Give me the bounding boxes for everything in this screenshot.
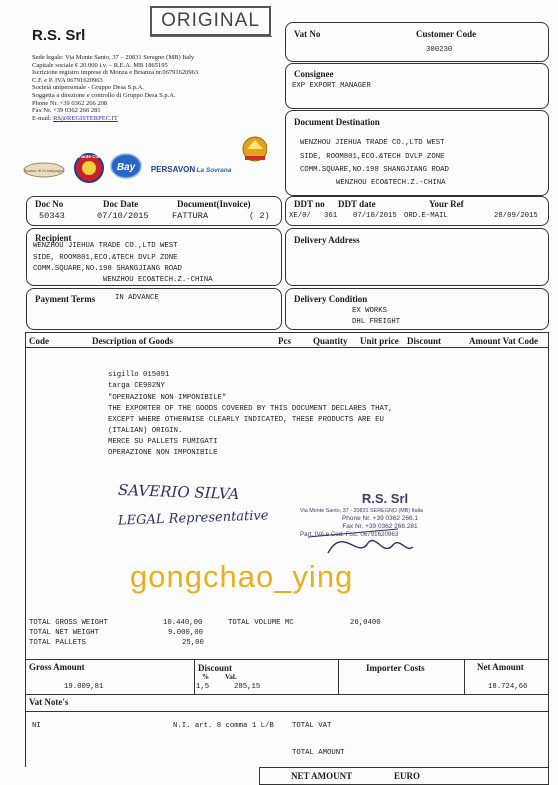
brand-logos [22, 132, 267, 192]
col-quantity: Quantity [313, 336, 348, 346]
destination-line: WENZHOU JIEHUA TRADE CO.,LTD WEST [300, 139, 445, 147]
doc-no-label: Doc No [35, 199, 64, 209]
delivery-condition-label: Delivery Condition [294, 294, 368, 304]
recipient-line: WENZHOU ECO&TECH.Z.-CHINA [103, 276, 213, 284]
company-line: C.F. e P. IVA 06791620963 [32, 76, 103, 84]
handwritten-name: SAVERIO SILVA [117, 480, 240, 504]
net-amount-footer [259, 767, 549, 785]
summary-row [25, 659, 549, 695]
doc-date-value: 07/10/2015 [97, 211, 149, 221]
consignee-value: EXP EXPORT MANAGER [292, 82, 371, 90]
doc-info-box [26, 196, 282, 226]
net-weight-label: TOTAL NET WEIGHT [29, 629, 100, 637]
watermark-text: gongchao_ying [130, 559, 354, 594]
your-ref-date: 28/09/2015 [494, 212, 538, 220]
goods-line: EXCEPT WHERE OTHERWISE CLEARLY INDICATED, THESE PRODUCTS ARE EU [108, 416, 384, 424]
svg-text:Spuma di Sciampagna: Spuma di Sciampagna [23, 168, 65, 173]
discount-val-label: Val. [225, 673, 237, 681]
delivery-address-box [285, 228, 549, 286]
vat-notes-header [26, 693, 548, 712]
vat-note-text: N.I. art. 8 comma 1 L/B [173, 722, 274, 730]
company-line: Iscrizione registro imprese di Monza e Brianza nr.06791620963 [32, 69, 199, 77]
destination-line: WENZHOU ECO&TECH.Z.-CHINA [336, 179, 446, 187]
recipient-line: WENZHOU JIEHUA TRADE CO.,LTD WEST [33, 242, 178, 250]
ddt-date-label: DDT date [338, 199, 376, 209]
email-label: E-mail: [32, 114, 52, 122]
discount-pct-label: % [202, 673, 209, 681]
stamp-line: Via Monte Santo, 37 - 20831 SEREGNO (MB) Italia [300, 508, 424, 514]
total-amount-label: TOTAL AMOUNT [292, 749, 345, 757]
gross-amount-value: 19.009,81 [64, 683, 104, 691]
your-ref-value: ORD.E-MAIL [404, 212, 448, 220]
ddt-no-value: XE/0/ 361 [289, 212, 338, 220]
payment-terms-box [26, 288, 282, 330]
ddt-info-box [285, 196, 549, 226]
company-line: Società unipersonale - Gruppo Desa S.p.A. [32, 84, 144, 92]
goods-line: THE EXPORTER OF THE GOODS COVERED BY THIS DOCUMENT DECLARES THAT, [108, 405, 393, 413]
summary-divider [338, 660, 339, 694]
company-line: Fax Nr. +39 0362 266 281 [32, 107, 101, 115]
volume-value: 26,0400 [350, 619, 381, 627]
brand-logo-persavon [151, 165, 196, 174]
vat-notes-label: Vat Note's [29, 697, 69, 707]
recipient-line: SIDE, ROOM801,ECO.&TECH DVLP ZONE [33, 254, 178, 262]
discount-label: Discount [198, 663, 233, 673]
recipient-label: Recipient [35, 233, 72, 243]
crest-logo [243, 137, 267, 161]
delivery-condition-line: DHL FREIGHT [352, 318, 401, 326]
document-type-label: Document(Invoice) [177, 199, 251, 209]
net-amount-value: 18.724,66 [488, 683, 528, 691]
stamp-line: Fax Nr. +39 0362 266.281 [342, 523, 418, 530]
pallets-label: TOTAL PALLETS [29, 639, 86, 647]
brand-logo-spuma [24, 163, 64, 177]
col-unit-price: Unit price [360, 336, 399, 346]
svg-text:PERSAVON: PERSAVON [150, 165, 196, 174]
payment-terms-label: Payment Terms [35, 294, 96, 304]
vat-no-label: Vat No [294, 29, 321, 39]
vat-note-code: NI [32, 722, 41, 730]
col-description: Description of Goods [92, 336, 173, 346]
importer-costs-label: Importer Costs [366, 663, 425, 673]
document-type-value: FATTURA [172, 211, 209, 221]
goods-line: targa CE902NY [108, 382, 165, 390]
brand-logo-bay [111, 154, 141, 178]
col-pcs: Pcs [278, 336, 291, 346]
recipient-box [26, 228, 282, 286]
document-destination-box [285, 110, 549, 196]
goods-table [25, 332, 549, 660]
document-copy-value: ( 2) [249, 211, 270, 221]
volume-label: TOTAL VOLUME MC [228, 619, 294, 627]
destination-line: COMM.SQUARE,NO.198 SHANGJIANG ROAD [300, 166, 449, 174]
handwritten-title: LEGAL Representative [117, 508, 269, 529]
recipient-line: COMM.SQUARE,NO.198 SHANGJIANG ROAD [33, 265, 182, 273]
goods-line: (ITALIAN) ORIGIN. [108, 427, 183, 435]
consignee-box [285, 63, 549, 109]
signature-scribble [288, 515, 418, 565]
company-line: Capitale sociale € 20.000 i.v. – R.E.A. MB 1865195 [32, 61, 168, 69]
svg-text:Chante Clair: Chante Clair [75, 154, 103, 159]
company-line: Soggetta a direzione e controllo di Gruppo Desa S.p.A. [32, 91, 176, 99]
col-amount-vat: Amount Vat Code [469, 336, 539, 346]
ddt-no-label: DDT no [294, 199, 325, 209]
stamp-line: Phone Nr. +39 0362 266.1 [341, 515, 419, 522]
brand-logo-chante-clair [75, 154, 103, 182]
summary-divider [194, 660, 195, 694]
destination-line: SIDE, ROOM801,ECO.&TECH DVLP ZONE [300, 153, 445, 161]
summary-divider [464, 660, 465, 694]
total-vat-label: TOTAL VAT [292, 722, 332, 730]
stamp-line: Part. IVA e Cod. Fisc. 06791620963 [300, 531, 399, 538]
goods-line: OPERAZIONE NON IMPONIBILE [108, 449, 218, 457]
brand-logo-strip [22, 132, 267, 192]
vat-customer-box [285, 22, 549, 62]
original-stamp: ORIGINAL [150, 6, 271, 36]
pallets-value: 25,00 [182, 639, 204, 647]
brand-logo-la-sovrana [196, 167, 231, 174]
goods-line: sigillo 015091 [108, 371, 170, 379]
doc-date-label: Doc Date [103, 199, 139, 209]
doc-no-value: 50343 [39, 211, 65, 221]
customer-code-value: 300230 [426, 46, 453, 54]
company-email [32, 115, 272, 123]
gross-weight-value: 10.440,00 [163, 619, 203, 627]
discount-val-value: 285,15 [234, 683, 261, 691]
document-destination-label: Document Destination [294, 117, 380, 127]
footer-net-amount-label: NET AMOUNT [291, 771, 353, 781]
svg-text:La Sovrana: La Sovrana [196, 167, 232, 174]
payment-terms-value: IN ADVANCE [115, 294, 159, 302]
delivery-condition-box [285, 288, 549, 330]
customer-code-label: Customer Code [416, 29, 477, 39]
col-code: Code [29, 336, 49, 346]
goods-line: "OPERAZIONE NON IMPONIBILE" [108, 394, 227, 402]
gross-amount-label: Gross Amount [29, 662, 85, 672]
company-line: Sede legale: Via Monte Santo, 37 – 20831 Seregno (MB) Italy [32, 54, 195, 61]
company-line: Phone Nr. +39 0362 266 208 [32, 99, 108, 107]
company-name: R.S. Srl [32, 27, 86, 44]
svg-text:Bay: Bay [116, 162, 136, 173]
delivery-address-label: Delivery Address [294, 235, 360, 245]
goods-line: MERCE SU PALLETS FUMIGATI [108, 438, 218, 446]
stamp-name: R.S. Srl [361, 491, 409, 506]
net-amount-label: Net Amount [477, 662, 524, 672]
company-header [32, 27, 272, 122]
col-discount: Discount [407, 336, 442, 346]
consignee-label: Consignee [294, 69, 334, 79]
footer-currency: EURO [394, 771, 421, 781]
vat-notes-area [25, 693, 549, 767]
ddt-date-value: 07/10/2015 [353, 212, 397, 220]
discount-pct-value: 1,5 [196, 683, 210, 691]
delivery-condition-line: EX WORKS [352, 307, 388, 315]
gross-weight-label: TOTAL GROSS WEIGHT [29, 619, 108, 627]
your-ref-label: Your Ref [429, 199, 464, 209]
net-weight-value: 9.000,00 [168, 629, 204, 637]
email-link[interactable]: RS@REGISTERPEC.IT [53, 114, 118, 122]
